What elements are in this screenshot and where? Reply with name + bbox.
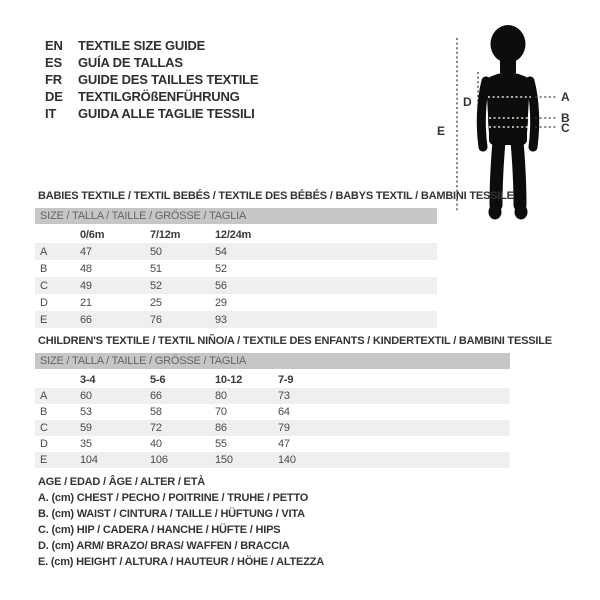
legend-arm-line: D. (cm) ARM/ BRAZO/ BRAS/ WAFFEN / BRACCIA [38, 540, 290, 552]
lang-label: GUÍA DE TALLAS [78, 55, 183, 70]
legend-chest-line: A. (cm) CHEST / PECHO / POITRINE / TRUHE / PETTO [38, 492, 309, 504]
children-col-header: 3-4 [80, 373, 96, 386]
lang-label: TEXTILGRÖßENFÜHRUNG [78, 89, 240, 104]
figure-label-a: A [561, 90, 570, 104]
row-label: D [40, 438, 48, 450]
table-row [35, 420, 510, 436]
cell: 64 [278, 406, 290, 418]
babies-col-header: 12/24m [215, 228, 252, 241]
cell: 76 [150, 313, 162, 326]
legend-hip-line: C. (cm) HIP / CADERA / HANCHE / HÜFTE / HIPS [38, 524, 281, 536]
table-row [35, 277, 437, 294]
lang-code: DE [45, 89, 63, 104]
table-row [35, 243, 437, 260]
cell: 40 [150, 438, 162, 450]
row-label: A [40, 390, 48, 402]
row-label: C [40, 422, 48, 434]
table-row [35, 452, 510, 468]
children-col-header: 5-6 [150, 373, 166, 386]
cell: 47 [278, 438, 290, 450]
cell: 93 [215, 313, 227, 326]
lang-code: EN [45, 38, 63, 53]
cell: 66 [80, 313, 92, 326]
row-label: E [40, 454, 48, 466]
lang-code: FR [45, 72, 62, 87]
figure-label-c: C [561, 121, 570, 135]
lang-row-it [45, 105, 258, 122]
row-label: B [40, 406, 48, 418]
children-size-header-bar: SIZE / TALLA / TAILLE / GRÖSSE / TAGLIA [35, 353, 510, 369]
lang-row-es [45, 54, 258, 71]
table-row [35, 404, 510, 420]
cell: 35 [80, 438, 92, 450]
cell: 73 [278, 390, 290, 402]
children-col-header: 7-9 [278, 373, 294, 386]
lang-label: GUIDE DES TAILLES TEXTILE [78, 72, 259, 87]
table-row [35, 260, 437, 277]
children-section-title: CHILDREN'S TEXTILE / TEXTIL NIÑO/A / TEXTILE DES ENFANTS / KINDERTEXTIL / BAMBINI TESSILE [38, 335, 552, 347]
table-row [35, 436, 510, 452]
cell: 25 [150, 296, 162, 309]
cell: 55 [215, 438, 227, 450]
table-row [35, 388, 510, 404]
cell: 52 [150, 279, 162, 292]
lang-label: GUIDA ALLE TAGLIE TESSILI [78, 106, 255, 121]
cell: 49 [80, 279, 92, 292]
cell: 86 [215, 422, 227, 434]
row-label: D [40, 296, 48, 309]
legend-age-line: AGE / EDAD / ÂGE / ALTER / ETÀ [38, 476, 205, 488]
cell: 150 [215, 454, 233, 466]
lang-label: TEXTILE SIZE GUIDE [78, 38, 206, 53]
children-column-headers [35, 371, 510, 388]
table-row [35, 294, 437, 311]
figure-label-d: D [463, 95, 472, 109]
babies-column-headers [35, 226, 437, 243]
babies-section-title: BABIES TEXTILE / TEXTIL BEBÉS / TEXTILE DES BÉBÉS / BABYS TEXTIL / BAMBINI TESSILE [38, 190, 514, 202]
cell: 29 [215, 296, 227, 309]
cell: 70 [215, 406, 227, 418]
babies-size-header-bar: SIZE / TALLA / TAILLE / GRÖSSE / TAGLIA [35, 208, 437, 224]
cell: 53 [80, 406, 92, 418]
legend-waist-line: B. (cm) WAIST / CINTURA / TAILLE / HÜFTUNG / VITA [38, 508, 305, 520]
cell: 80 [215, 390, 227, 402]
cell: 140 [278, 454, 296, 466]
lang-row-en [45, 37, 258, 54]
lang-code: IT [45, 106, 57, 121]
figure-label-b: B [561, 111, 570, 125]
cell: 54 [215, 245, 227, 258]
lang-code: ES [45, 55, 62, 70]
cell: 58 [150, 406, 162, 418]
cell: 48 [80, 262, 92, 275]
table-row [35, 311, 437, 328]
cell: 59 [80, 422, 92, 434]
children-col-header: 10-12 [215, 373, 243, 386]
figure-label-e: E [437, 124, 445, 138]
row-label: C [40, 279, 48, 292]
row-label: E [40, 313, 48, 326]
cell: 104 [80, 454, 98, 466]
cell: 72 [150, 422, 162, 434]
babies-col-header: 7/12m [150, 228, 181, 241]
measurement-legend [38, 474, 324, 570]
language-list [45, 37, 258, 122]
lang-row-de [45, 88, 258, 105]
lang-row-fr [45, 71, 258, 88]
legend-height-line: E. (cm) HEIGHT / ALTURA / HAUTEUR / HÖHE / ALTEZZA [38, 556, 324, 568]
cell: 60 [80, 390, 92, 402]
babies-col-header: 0/6m [80, 228, 105, 241]
cell: 21 [80, 296, 92, 309]
cell: 52 [215, 262, 227, 275]
row-label: A [40, 245, 48, 258]
cell: 106 [150, 454, 168, 466]
row-label: B [40, 262, 48, 275]
cell: 79 [278, 422, 290, 434]
cell: 66 [150, 390, 162, 402]
cell: 50 [150, 245, 162, 258]
cell: 47 [80, 245, 92, 258]
cell: 56 [215, 279, 227, 292]
cell: 51 [150, 262, 162, 275]
